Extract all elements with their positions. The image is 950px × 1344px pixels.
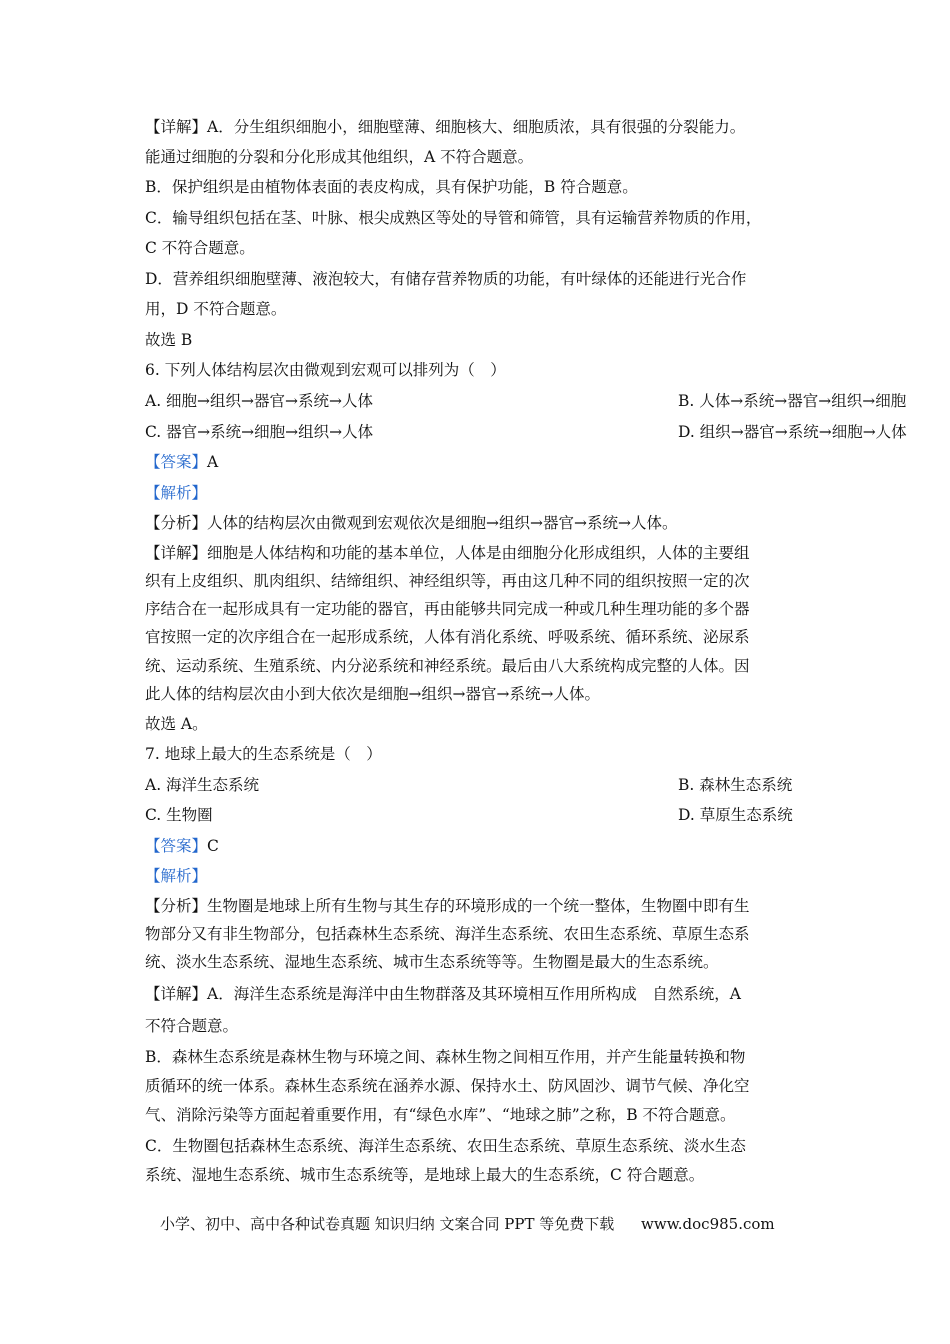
q7-analysis-line1: 【分析】生物圈是地球上所有生物与其生存的环境形成的一个统一整体，生物圈中即有生 — [145, 897, 750, 915]
q6-options-row2 — [145, 422, 907, 442]
page-footer — [160, 1213, 775, 1234]
q6-question: 6. 下列人体结构层次由微观到宏观可以排列为（ ） — [145, 361, 506, 379]
q6-option-c: C. 器官→系统→细胞→组织→人体 — [145, 423, 374, 441]
q5-detail-a-line1: 【详解】A．分生组织细胞小，细胞壁薄、细胞核大、细胞质浓，具有很强的分裂能力。 — [145, 118, 746, 136]
q6-analysis-tag: 【解析】 — [145, 484, 208, 502]
q7-options-row2 — [145, 805, 815, 825]
q6-options-row1 — [145, 391, 907, 411]
q7-options-row1 — [145, 775, 815, 795]
q6-detail-line6: 此人体的结构层次由小到大依次是细胞→组织→器官→系统→人体。 — [145, 685, 600, 703]
q7-question: 7. 地球上最大的生态系统是（ ） — [145, 745, 382, 763]
q7-analysis-line3: 统、淡水生态系统、湿地生态系统、城市生态系统等等。生物圈是最大的生态系统。 — [145, 953, 719, 971]
q7-answer-value: C — [207, 837, 219, 855]
q7-detail-b-line2: 质循环的统一体系。森林生态系统在涵养水源、保持水土、防风固沙、调节气候、净化空 — [145, 1077, 750, 1095]
q6-detail-line4: 官按照一定的次序组合在一起形成系统，人体有消化系统、呼吸系统、循环系统、泌尿系 — [145, 628, 750, 646]
q7-option-c: C. 生物圈 — [145, 806, 213, 824]
q7-answer-tag: 【答案】 — [145, 837, 208, 855]
footer-text: 小学、初中、高中各种试卷真题 知识归纳 文案合同 PPT 等免费下载 — [160, 1215, 615, 1233]
q5-detail-c-line2: C 不符合题意。 — [145, 239, 255, 257]
footer-url[interactable]: www.doc985.com — [641, 1215, 775, 1233]
q6-answer-tag: 【答案】 — [145, 453, 208, 471]
q5-detail-c-line1: C．输导组织包括在茎、叶脉、根尖成熟区等处的导管和筛管，具有运输营养物质的作用， — [145, 209, 762, 227]
q7-detail-c-line1: C．生物圈包括森林生态系统、海洋生态系统、农田生态系统、草原生态系统、淡水生态 — [145, 1137, 746, 1155]
q7-detail-b-line3: 气、消除污染等方面起着重要作用，有“绿色水库”、“地球之肺”之称，B 不符合题意。 — [145, 1106, 736, 1124]
q7-detail-a-line2: 不符合题意。 — [145, 1017, 239, 1035]
q6-option-d: D. 组织→器官→系统→细胞→人体 — [678, 423, 907, 441]
q7-answer — [145, 836, 815, 856]
q5-select: 故选 B — [145, 331, 193, 349]
q6-select: 故选 A。 — [145, 715, 208, 733]
q6-option-a: A. 细胞→组织→器官→系统→人体 — [145, 392, 373, 410]
q7-option-a: A. 海洋生态系统 — [145, 776, 260, 794]
q6-answer — [145, 452, 815, 472]
q7-analysis-tag: 【解析】 — [145, 867, 208, 885]
q6-option-b: B. 人体→系统→器官→组织→细胞 — [678, 392, 907, 410]
q5-detail-d-line2: 用，D 不符合题意。 — [145, 300, 287, 318]
q7-option-b: B. 森林生态系统 — [678, 776, 793, 794]
q5-detail-d-line1: D．营养组织细胞壁薄、液泡较大，有储存营养物质的功能，有叶绿体的还能进行光合作 — [145, 270, 747, 288]
q5-detail-b: B．保护组织是由植物体表面的表皮构成，具有保护功能，B 符合题意。 — [145, 178, 638, 196]
q6-detail-line3: 序结合在一起形成具有一定功能的器官，再由能够共同完成一种或几种生理功能的多个器 — [145, 600, 750, 618]
q6-answer-value: A — [207, 453, 219, 471]
q7-detail-a-line1: 【详解】A．海洋生态系统是海洋中由生物群落及其环境相互作用所构成 自然系统，A — [145, 985, 741, 1003]
q7-analysis-line2: 物部分又有非生物部分，包括森林生态系统、海洋生态系统、农田生态系统、草原生态系 — [145, 925, 750, 943]
q7-detail-c-line2: 系统、湿地生态系统、城市生态系统等，是地球上最大的生态系统，C 符合题意。 — [145, 1166, 705, 1184]
q6-detail-line5: 统、运动系统、生殖系统、内分泌系统和神经系统。最后由八大系统构成完整的人体。因 — [145, 657, 750, 675]
q7-option-d: D. 草原生态系统 — [678, 806, 793, 824]
q6-detail-line2: 织有上皮组织、肌肉组织、结缔组织、神经组织等，再由这几种不同的组织按照一定的次 — [145, 572, 750, 590]
q6-detail-line1: 【详解】细胞是人体结构和功能的基本单位，人体是由细胞分化形成组织，人体的主要组 — [145, 544, 750, 562]
q6-analysis: 【分析】人体的结构层次由微观到宏观依次是细胞→组织→器官→系统→人体。 — [145, 514, 678, 532]
q5-detail-a-line2: 能通过细胞的分裂和分化形成其他组织，A 不符合题意。 — [145, 148, 534, 166]
q7-detail-b-line1: B．森林生态系统是森林生物与环境之间、森林生物之间相互作用，并产生能量转换和物 — [145, 1048, 746, 1066]
